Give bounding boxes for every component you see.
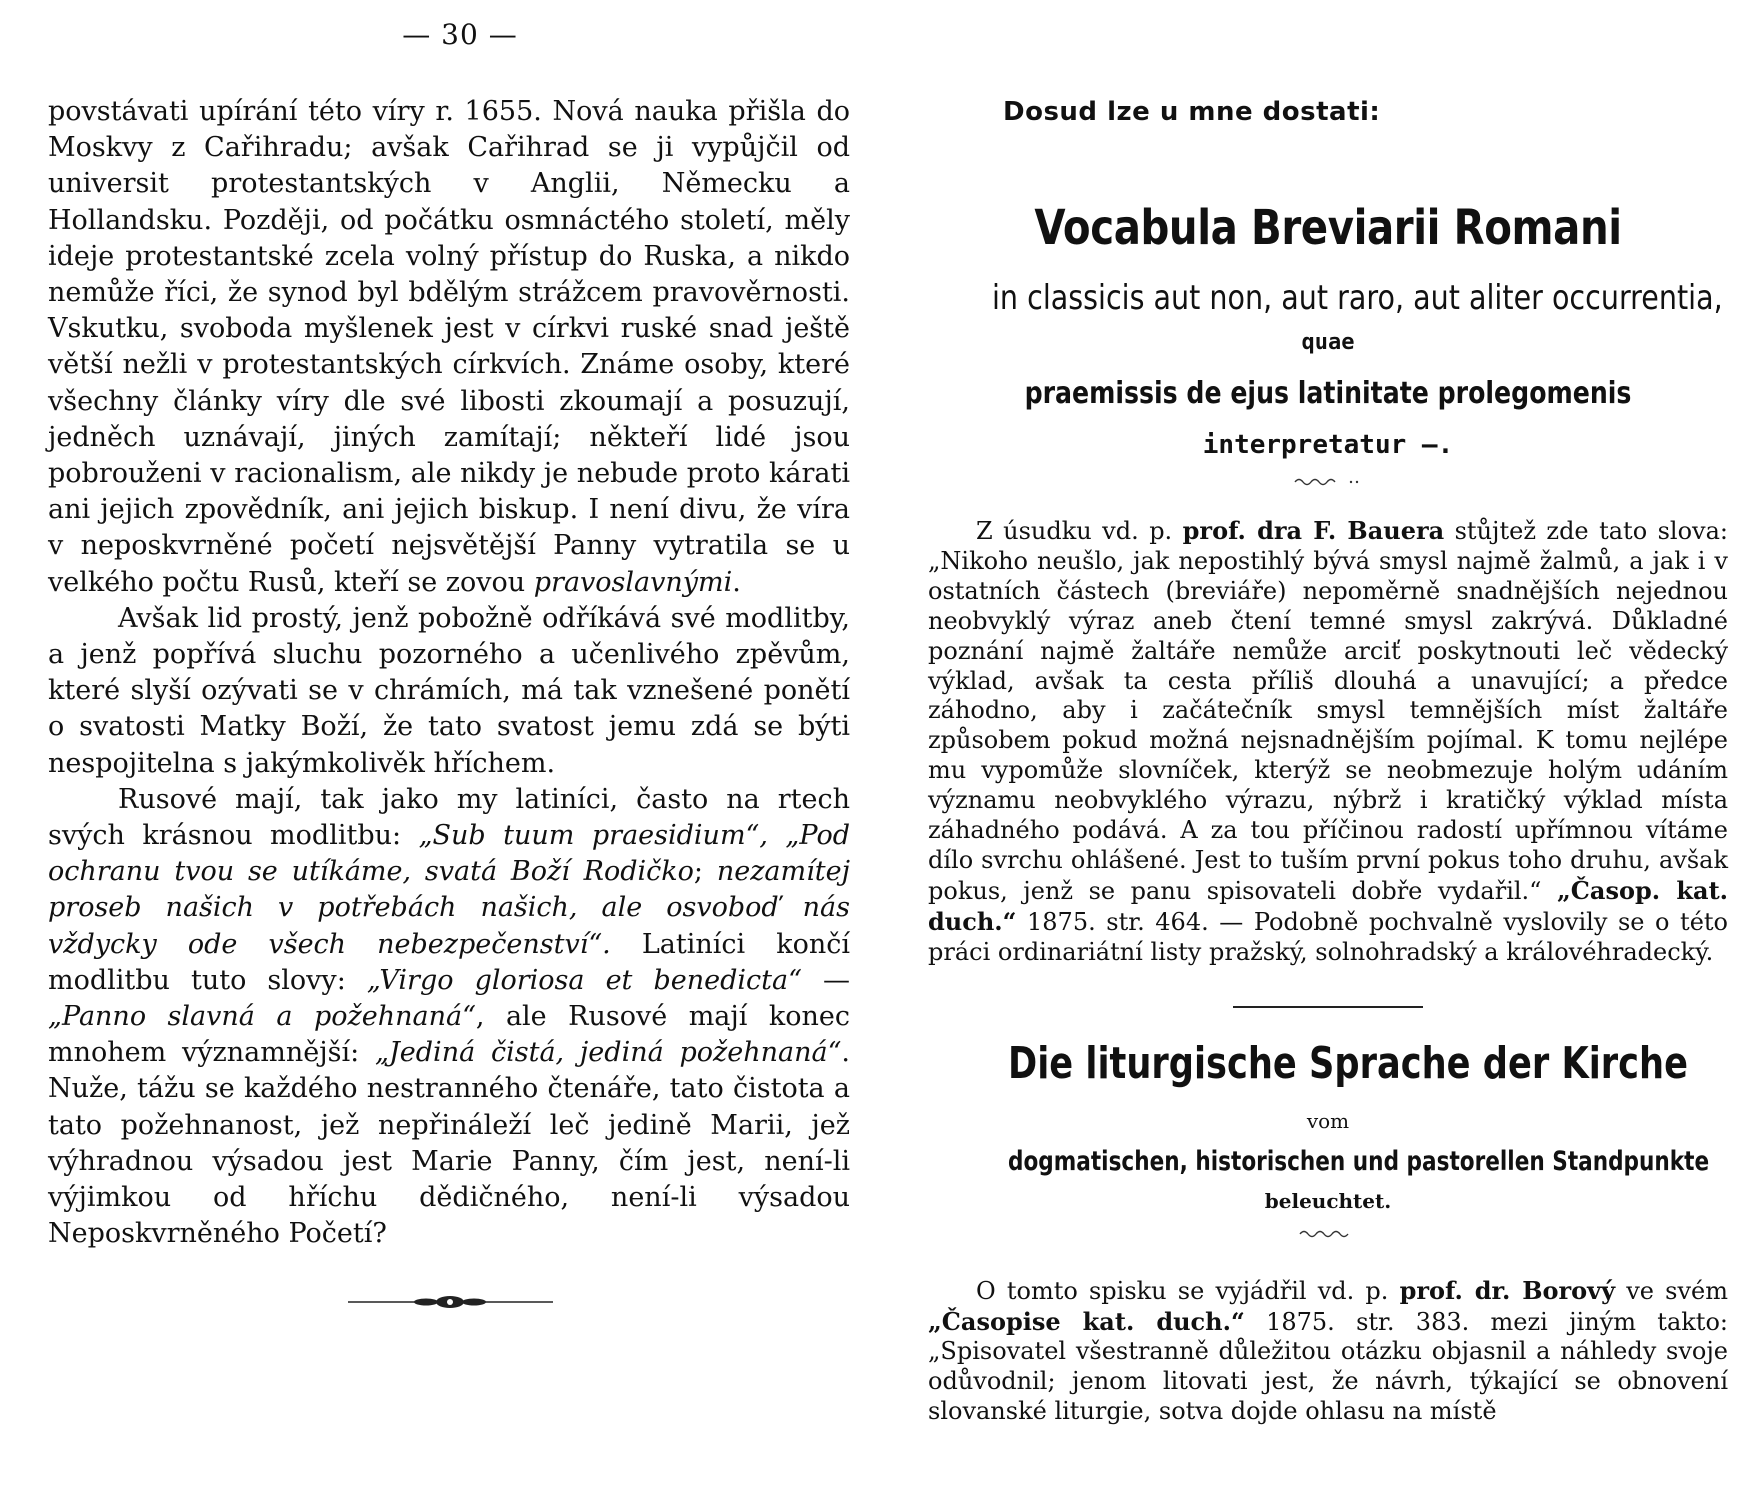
page-number: — 30 — (402, 18, 518, 51)
book1-line3: praemissis de ejus latinitate prolegomenis (1024, 376, 1632, 411)
italic-run: „Sub tuum praesidium“, „Pod ochranu tvou se utíkáme, svatá Boží Rodičko (48, 820, 850, 888)
book2-line2: dogmatischen, historischen und pastorellen Standpunkte (1008, 1145, 1710, 1177)
left-paragraph-1 (48, 94, 850, 601)
text-run: Latiníci končí modlitbu tuto slovy: (48, 928, 850, 996)
left-paragraph-3 (48, 782, 850, 1253)
available-heading: Dosud lze u mne dostati: (1003, 97, 1381, 127)
book2-line3: beleuchtet. (1264, 1188, 1392, 1213)
squiggle-divider-icon (1298, 1228, 1358, 1240)
review-2 (928, 1276, 1728, 1428)
review-2-text (928, 1276, 1728, 1428)
book2-vom: vom (1306, 1108, 1350, 1133)
text-run: Z úsudku vd. p. (976, 517, 1183, 545)
text-run: O tomto spisku se vyjádřil vd. p. (976, 1276, 1400, 1305)
squiggle-divider-icon (1293, 476, 1363, 488)
text-run: Avšak lid prostý, jenž pobožně odříkává své modlitby, a jenž popřívá sluchu pozorného a učenlivého zpěvům, které slyší ozývati se v chrámích, má tak vznešené ponětí o svatosti Matky Boží, že tato svatost jemu zdá se býti nespojitelna s jakýmkolivěk hříchem. (48, 602, 850, 779)
review-1 (928, 516, 1728, 968)
text-run: 1875. str. 383. mezi jiným takto: „Spisovatel všestranně důležitou otázku objasnil a náhledy svoje odůvodnil; jenom litovati jest, že návrh, týkající se obnovení slovanské liturgie, sotva dojde ohlasu na místě (928, 1307, 1728, 1426)
text-run: ve svém (1615, 1276, 1728, 1305)
text-run: stůjtež zde tato slova: „Nikoho neušlo, jak nepostihlý bývá smysl najmě žalmů, a jak i v ostatních částech (breviáře) nepoměrně snadnějších nejednou neobvyklý výraz aneb čtení temné smysl zakrývá. Důkladné poznání najmě žaltáře nemůže arciť poskytnouti leč vědecký výklad, avšak ta cesta příliš dlouhá a unavující; a předce záhodno, aby i začátečník smysl temnějších míst žaltáře způsobem pokud možná nejsnadnějším pojímal. K tomu nejlépe mu vypomůže slovníček, kterýž se neobmezuje holým udáním významu neobvyklého výrazu, nýbrž i kratičký výklad místa záhadného podává. A za tou příčinou radostí upřímnou vítáme dílo svrchu ohlášené. Jest to tuším první pokus toho druhu, avšak pokus, jenž se panu spisovateli dobře vydařil.“ (928, 517, 1728, 905)
book1-line4: interpretatur —. (1202, 430, 1454, 460)
right-column (928, 94, 1728, 1427)
italic-run: pravoslavnými (533, 566, 733, 598)
bold-run: „Časop. kat. duch.“ (928, 875, 1729, 936)
italic-run: „Panno slavná a požehnaná“ (48, 1001, 476, 1033)
italic-run: „Virgo gloriosa et benedicta“ (366, 964, 802, 996)
italic-run: nezamítej proseb našich v potřebách našich, ale osvoboď nás vždycky ode všech nebezpečenství“. (48, 856, 850, 960)
section-divider (1233, 1006, 1423, 1008)
book2-title: Die liturgische Sprache der Kirche (1008, 1037, 1688, 1089)
bold-run: „Časopise kat. duch.“ (928, 1306, 1245, 1336)
text-run: . (732, 566, 741, 598)
book1-title: Vocabula Breviarii Romani (1034, 200, 1622, 256)
bold-run: prof. dra F. Bauera (1182, 516, 1445, 545)
text-run: ; (693, 856, 717, 888)
text-run: . Nuže, tážu se každého nestranného čtenáře, tato čistota a tato požehnanost, jež nepřináleží leč jedině Marii, jež výhradnou výsadou jest Marie Panny, čím jest, není-li výjimkou od hříchu dědičného, není-li výsadou Neposkvrněného Početí? (48, 1037, 851, 1250)
left-paragraph-2 (48, 601, 850, 782)
italic-run: „Jediná čistá, jediná požehnaná“ (374, 1037, 842, 1069)
left-column-text (48, 94, 850, 1253)
book1-subtitle: in classicis aut non, aut raro, aut aliter occurrentia, (992, 278, 1723, 318)
text-run: — (801, 964, 850, 996)
text-run: povstávati upírání této víry r. 1655. Nová nauka přišla do Moskvy z Cařihradu; avšak Cařihrad se ji vypůjčil od universit protestantských v Anglii, Německu a Hollandsku. Později, od počátku osmnáctého století, měly ideje protestantské zcela volný přístup do Ruska, a nikdo nemůže říci, že synod byl bdělým strážcem pravověrnosti. Vskutku, svoboda myšlenek jest v církvi ruské snad ještě větší nežli v protestantských církvích. Známe osoby, které všechny články víry dle své libosti zkoumají a posuzují, jedněch uznávají, jiných zamítají; někteří lidé jsou pobrouženi v racionalism, ale nikdy je nebude proto kárati ani jejich zpovědník, ani jejich biskup. I není divu, že víra v neposkvrněné početí nejsvětější Panny vytratila se u velkého počtu Rusů, kteří se zovou (48, 96, 850, 598)
review-1-text (928, 516, 1728, 968)
text-run: Rusové mají, tak jako my latiníci, často na rtech svých krásnou modlitbu: (48, 783, 850, 852)
bold-run: prof. dr. Borový (1399, 1275, 1616, 1305)
text-run: 1875. str. 464. — Podobně pochvalně vyslovily se o této práci ordinariátní listy pražský, solnohradský a královéhradecký. (928, 907, 1728, 966)
ornament-divider-icon (348, 1290, 553, 1314)
book1-quae: quae (1301, 330, 1355, 355)
text-run: , ale Rusové mají konec mnohem významnější: (48, 1001, 850, 1069)
